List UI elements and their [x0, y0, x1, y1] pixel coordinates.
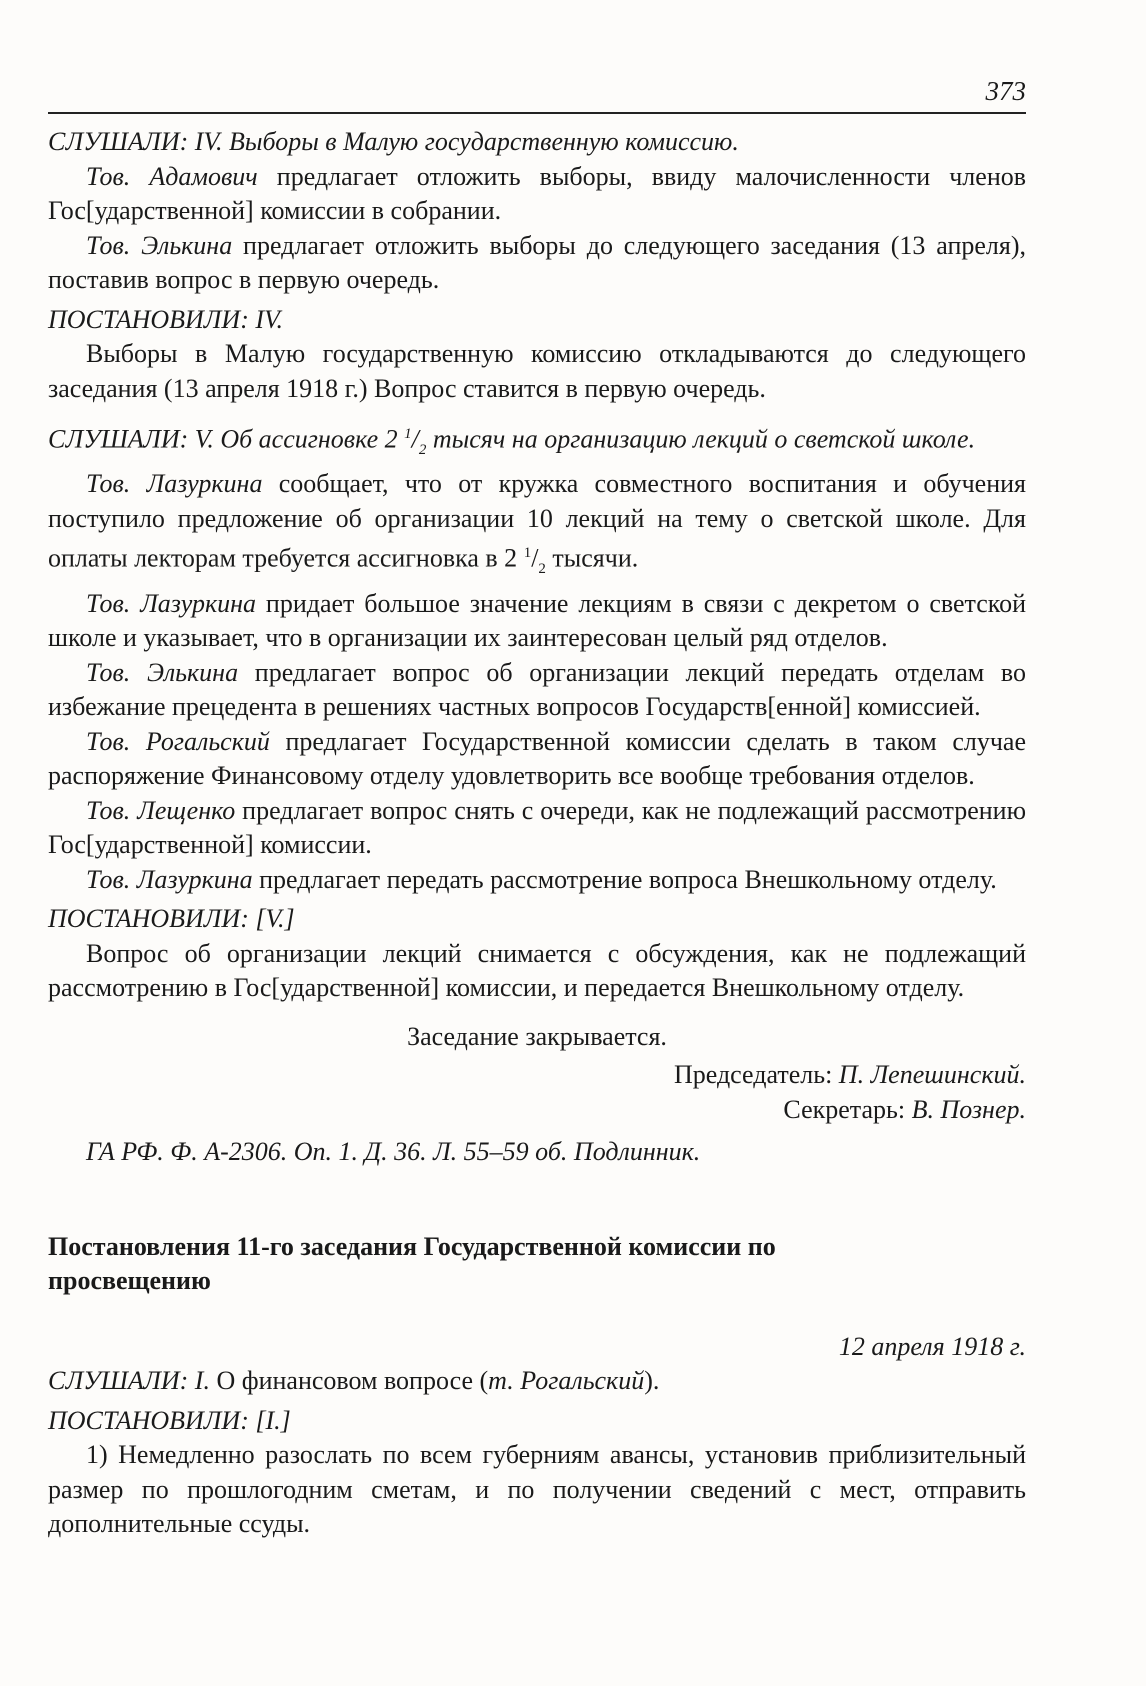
speaker-name: Тов. Лазуркина: [86, 588, 257, 618]
heard-text: ).: [644, 1366, 660, 1396]
heard-item-5: [48, 417, 1026, 467]
speaker-name: Тов. Элькина: [86, 230, 233, 260]
heard-text: СЛУШАЛИ: V. Об ассигновке 2: [48, 424, 405, 454]
secretary-name: В. Познер.: [911, 1094, 1026, 1124]
speaker-name: Тов. Элькина: [86, 657, 239, 687]
paragraph: [48, 725, 1026, 794]
heard-item-4: СЛУШАЛИ: IV. Выборы в Малую государственную комиссию.: [48, 127, 739, 156]
speaker-text: предлагает передать рассмотрение вопроса Внешкольному отделу.: [252, 864, 997, 894]
speaker-name: Тов. Лазуркина: [86, 469, 263, 499]
paragraph: [48, 229, 1026, 298]
paragraph: [48, 160, 1026, 229]
document-page: [48, 0, 1026, 1542]
speaker-text: предлагает отложить выборы, ввиду малочисленности членов Гос[ударственной] комиссии в собрании.: [48, 161, 1027, 225]
speaker-name: Тов. Адамович: [86, 161, 258, 191]
page-number: 373: [985, 76, 1026, 106]
document-date: 12 апреля 1918 г.: [838, 1331, 1026, 1361]
fraction-denominator: 2: [418, 441, 427, 458]
resolved-item-5: ПОСТАНОВИЛИ: [V.]: [48, 904, 295, 934]
header-rule: [48, 112, 1026, 114]
speaker-text: предлагает отложить выборы до следующего заседания (13 апреля), поставив вопрос в первую очередь.: [48, 230, 1026, 294]
speaker-name: Тов. Лазуркина: [86, 864, 253, 894]
resolution-text: Вопрос об организации лекций снимается с обсуждения, как не подлежащий рассмотрению в Гос[ударственной] комиссии, и передается Внешкольному отделу.: [48, 938, 1026, 1003]
paragraph: [48, 587, 1026, 656]
paragraph: [48, 863, 1026, 898]
speaker-text: предлагает вопрос снять с очереди, как не подлежащий рассмотрению Гос[ударственной] комиссии.: [48, 795, 1026, 860]
speaker-text: предлагает Государственной комиссии сделать в таком случае распоряжение Финансовому отделу удовлетворить все вообще требования отделов.: [48, 726, 1027, 791]
paragraph: [48, 467, 1026, 586]
document-title: Постановления 11-го заседания Государственной комиссии по просвещению: [48, 1231, 776, 1295]
heard-text: тысяч на организацию лекций о светской школе.: [426, 424, 976, 454]
secretary-signature: [48, 1093, 1026, 1128]
chair-label: Председатель:: [673, 1060, 839, 1090]
chair-name: П. Лепешинский.: [838, 1060, 1026, 1090]
archive-source: ГА РФ. Ф. А-2306. Оп. 1. Д. 36. Л. 55–59 об. Подлинник.: [86, 1137, 701, 1167]
speaker-text: придает большое значение лекциям в связи с декретом о светской школе и указывает, что в организации их заинтересован целый ряд отделов.: [48, 588, 1027, 653]
speaker-text: сообщает, что от кружка совместного воспитания и обучения поступило предложение об организации 10 лекций на тему о светской школе. Для оплаты лекторам требуется ассигновка в 2: [48, 469, 1027, 573]
fraction-numerator: 1: [523, 545, 532, 562]
paragraph: [48, 656, 1026, 725]
speaker-text: предлагает вопрос об организации лекций передать отделам во избежание прецедента в решениях частных вопросов Государств[енной] комиссией.: [48, 657, 1027, 722]
resolved-item-4: ПОСТАНОВИЛИ: IV.: [48, 304, 284, 334]
speaker-text: тысячи.: [545, 544, 639, 573]
secretary-label: Секретарь:: [783, 1094, 912, 1124]
heard-item-1: [48, 1364, 1026, 1399]
resolution-item-1: 1) Немедленно разослать по всем губерниям авансы, установив приблизительный размер по прошлогодним сметам, и по получении сведений с мест, отправить дополнительные ссуды.: [48, 1440, 1026, 1539]
fraction-denominator: 2: [538, 561, 546, 578]
chair-signature: [48, 1058, 1026, 1093]
heard-label: СЛУШАЛИ: I.: [48, 1366, 210, 1396]
speaker-name: Тов. Рогальский: [86, 726, 270, 756]
fraction-slash: /: [531, 544, 539, 573]
fraction-slash: /: [411, 424, 419, 454]
speaker-name: Тов. Лещенко: [86, 795, 236, 825]
page-header: [48, 0, 1026, 120]
fraction-numerator: 1: [404, 426, 412, 442]
closing-line: Заседание закрывается.: [407, 1021, 667, 1051]
document-body: [48, 125, 1026, 1542]
resolution-text: Выборы в Малую государственную комиссию откладываются до следующего заседания (13 апреля 1918 г.) Вопрос ставится в первую очередь.: [48, 339, 1026, 403]
paragraph: [48, 794, 1026, 863]
speaker-name: т. Рогальский: [488, 1366, 645, 1396]
heard-text: О финансовом вопросе (: [209, 1366, 489, 1396]
resolved-item-1: ПОСТАНОВИЛИ: [I.]: [48, 1405, 291, 1435]
